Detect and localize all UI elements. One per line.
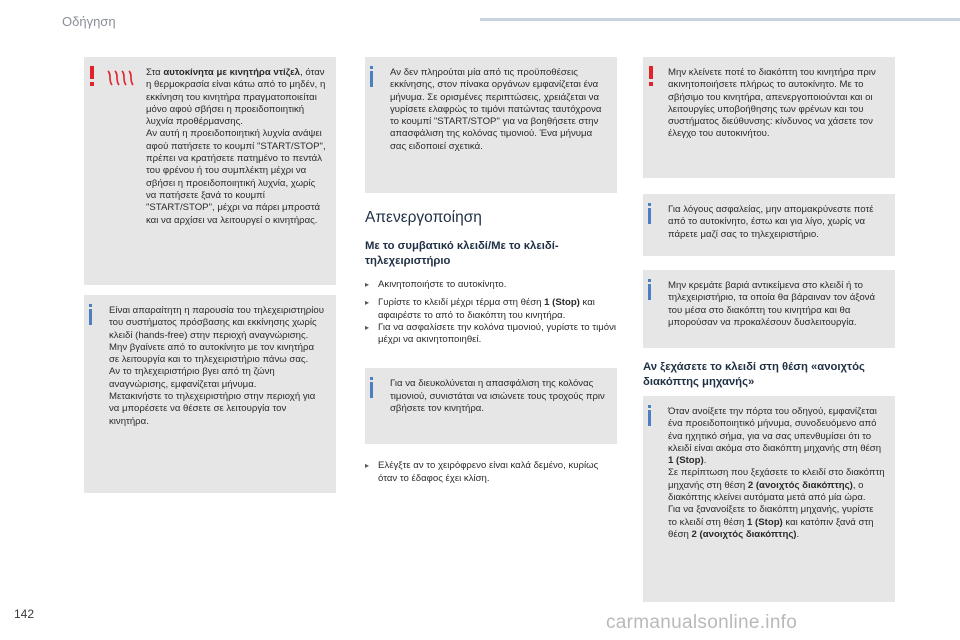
diesel-warning-text-2: Αν αυτή η προειδοποιητική λυχνία ανάψει αφού πατήσετε το κουμπί "START/STOP", πρέπει να κρατήσετε πατημένο το πεντάλ του φρένου ή του συμπλέκτη μέχρι να σβήσει η προειδοποιητική λυχνία, χωρίς να πατήσετε ξανά το κουμπί "START/STOP", μέχρι να πάρει μπροστά και να αρχίσει να λειτουργεί ο κινητήρας.: [146, 128, 326, 226]
info-icon: [370, 377, 376, 399]
subsection-heading: Με το συμβατικό κλειδί/Με το κλειδί-τηλεχειριστήριο: [365, 240, 559, 267]
subsection-heading: Αν ξεχάσετε το κλειδί στη θέση «ανοιχτός διακόπτης μηχανής»: [643, 361, 865, 388]
wheels-info-box: [365, 368, 617, 444]
step-item: ▸ Γυρίστε το κλειδί μέχρι τέρμα στη θέση 1 (Stop) και αφαιρέστε το από το διακόπτη του κινητήρα.: [365, 297, 595, 321]
heavy-objects-info-box: [643, 270, 895, 348]
safety-info-box: [643, 194, 895, 256]
info-paragraph: Μετακινήστε το τηλεχειριστήριο στην περιοχή για να μπορέσετε να θέσετε σε λειτουργία τον κινητήρα.: [109, 391, 316, 427]
info-paragraph: Για να ξανανοίξετε το διακόπτη μηχανής, γυρίστε το κλειδί στη θέση 1 (Stop) και κατόπιν ξανά στη θέση 2 (ανοιχτός διακόπτης).: [668, 504, 874, 540]
info-paragraph: Για να διευκολύνεται η απασφάλιση της κολόνας τιμονιού, συνιστάται να ισιώνετε τους τροχούς πριν σβήσετε τον κινητήρα.: [390, 378, 605, 415]
exclamation-icon: [87, 66, 97, 86]
info-paragraph: Μην κρεμάτε βαριά αντικείμενα στο κλειδί ή το τηλεχειριστήριο, τα οποία θα βάραιναν τον άξονά του μέσα στο διακόπτη του κινητήρα και θα μπορούσαν να προκαλέσουν δυσλειτουργία.: [668, 280, 876, 328]
info-paragraph: Είναι απαραίτητη η παρουσία του τηλεχειριστηρίου του συστήματος πρόσβασης και εκκίνησης χωρίς κλειδί (hands-free) στην περιοχή αναγνώρισης.: [109, 305, 324, 341]
info-paragraph: Αν δεν πληρούται μία από τις προϋποθέσεις εκκίνησης, στον πίνακα οργάνων εμφανίζεται ένα μήνυμα. Σε ορισμένες περιπτώσεις, χρειάζεται να γυρίσετε ελαφρώς το τιμόνι πατώντας ταυτόχρονα το κουμπί "START/STOP" για να βοηθήσετε στην απασφάλιση της κολόνας τιμονιού. Ένα μήνυμα σας ειδοποιεί σχετικά.: [390, 67, 602, 152]
header-rule: [480, 18, 960, 21]
watermark: carmanualsonline.info: [606, 612, 798, 633]
column-right: [643, 57, 895, 612]
remote-info-box: [84, 295, 336, 493]
step-item: ▸ Ακινητοποιήστε το αυτοκίνητο.: [365, 279, 507, 290]
section-heading: Απενεργοποίηση: [365, 209, 482, 226]
exclamation-icon: [646, 66, 656, 86]
triangle-bullet-icon: ▸: [365, 322, 370, 332]
info-icon: [648, 203, 654, 225]
info-icon: [648, 405, 654, 427]
ignition-warning-box: [643, 57, 895, 178]
column-left: [84, 57, 336, 503]
step-item: ▸ Για να ασφαλίσετε την κολόνα τιμονιού, γυρίστε το τιμόνι μέχρι να ακινητοποιηθεί.: [365, 321, 617, 346]
section-title: Οδήγηση: [62, 14, 116, 29]
diesel-warning-box: [84, 57, 336, 285]
info-paragraph: Για λόγους ασφαλείας, μην απομακρύνεστε ποτέ από το αυτοκίνητο, έστω και για λίγο, χωρίς να πάρετε μαζί σας το τηλεχειριστήριο.: [668, 204, 874, 240]
page-number: 142: [14, 607, 35, 621]
info-paragraph: Αν το τηλεχειριστήριο βγει από τη ζώνη αναγνώρισης, εμφανίζεται μήνυμα.: [109, 366, 275, 390]
info-paragraph: Όταν ανοίξετε την πόρτα του οδηγού, εμφανίζεται ένα προειδοποιητικό μήνυμα, συνοδευόμενο από ένα ηχητικό σήμα, για να σας υπενθυμίσει ότι το κλειδί είναι ακόμα στο διακόπτη μηχανής στη θέση 1 (Stop).: [668, 406, 882, 467]
glow-plug-icon: [106, 69, 136, 87]
step-item: ▸ Ελέγξτε αν το χειρόφρενο είναι καλά δεμένο, κυρίως όταν το έδαφος έχει κλίση.: [365, 460, 599, 484]
forgotten-key-info-box: [643, 396, 895, 602]
triangle-bullet-icon: ▸: [365, 461, 370, 471]
info-paragraph: Σε περίπτωση που ξεχάσετε το κλειδί στο διακόπτη μηχανής στη θέση 2 (ανοιχτός διακόπτης), ο διακόπτης κλείνει αυτόματα μετά από μία ώρα.: [668, 467, 885, 504]
triangle-bullet-icon: ▸: [365, 298, 370, 308]
warning-paragraph: Μην κλείνετε ποτέ το διακόπτη του κινητήρα πριν ακινητοποιήσετε πλήρως το αυτοκίνητο. Με το σβήσιμο του κινητήρα, απενεργοποιούνται και οι λειτουργίες υποβοήθησης των φρένων και του συστήματος διεύθυνσης: κίνδυνος να χάσετε τον έλεγχο του αυτοκινήτου.: [668, 67, 876, 140]
info-icon: [370, 66, 376, 88]
triangle-bullet-icon: ▸: [365, 280, 370, 289]
info-paragraph: Μην βγαίνετε από το αυτοκίνητο με τον κινητήρα σε λειτουργία και το τηλεχειριστήριο πάνω σας.: [109, 341, 315, 366]
info-icon: [89, 304, 95, 326]
column-middle: [365, 57, 617, 491]
start-conditions-info-box: [365, 57, 617, 193]
info-icon: [648, 279, 654, 301]
diesel-warning-text: Στα αυτοκίνητα με κινητήρα ντίζελ, όταν η θερμοκρασία είναι κάτω από το μηδέν, η εκκίνηση του κινητήρα πραγματοποιείται μόνο αφού σβήσει η προειδοποιητική λυχνία προθέρμανσης.: [146, 67, 326, 128]
